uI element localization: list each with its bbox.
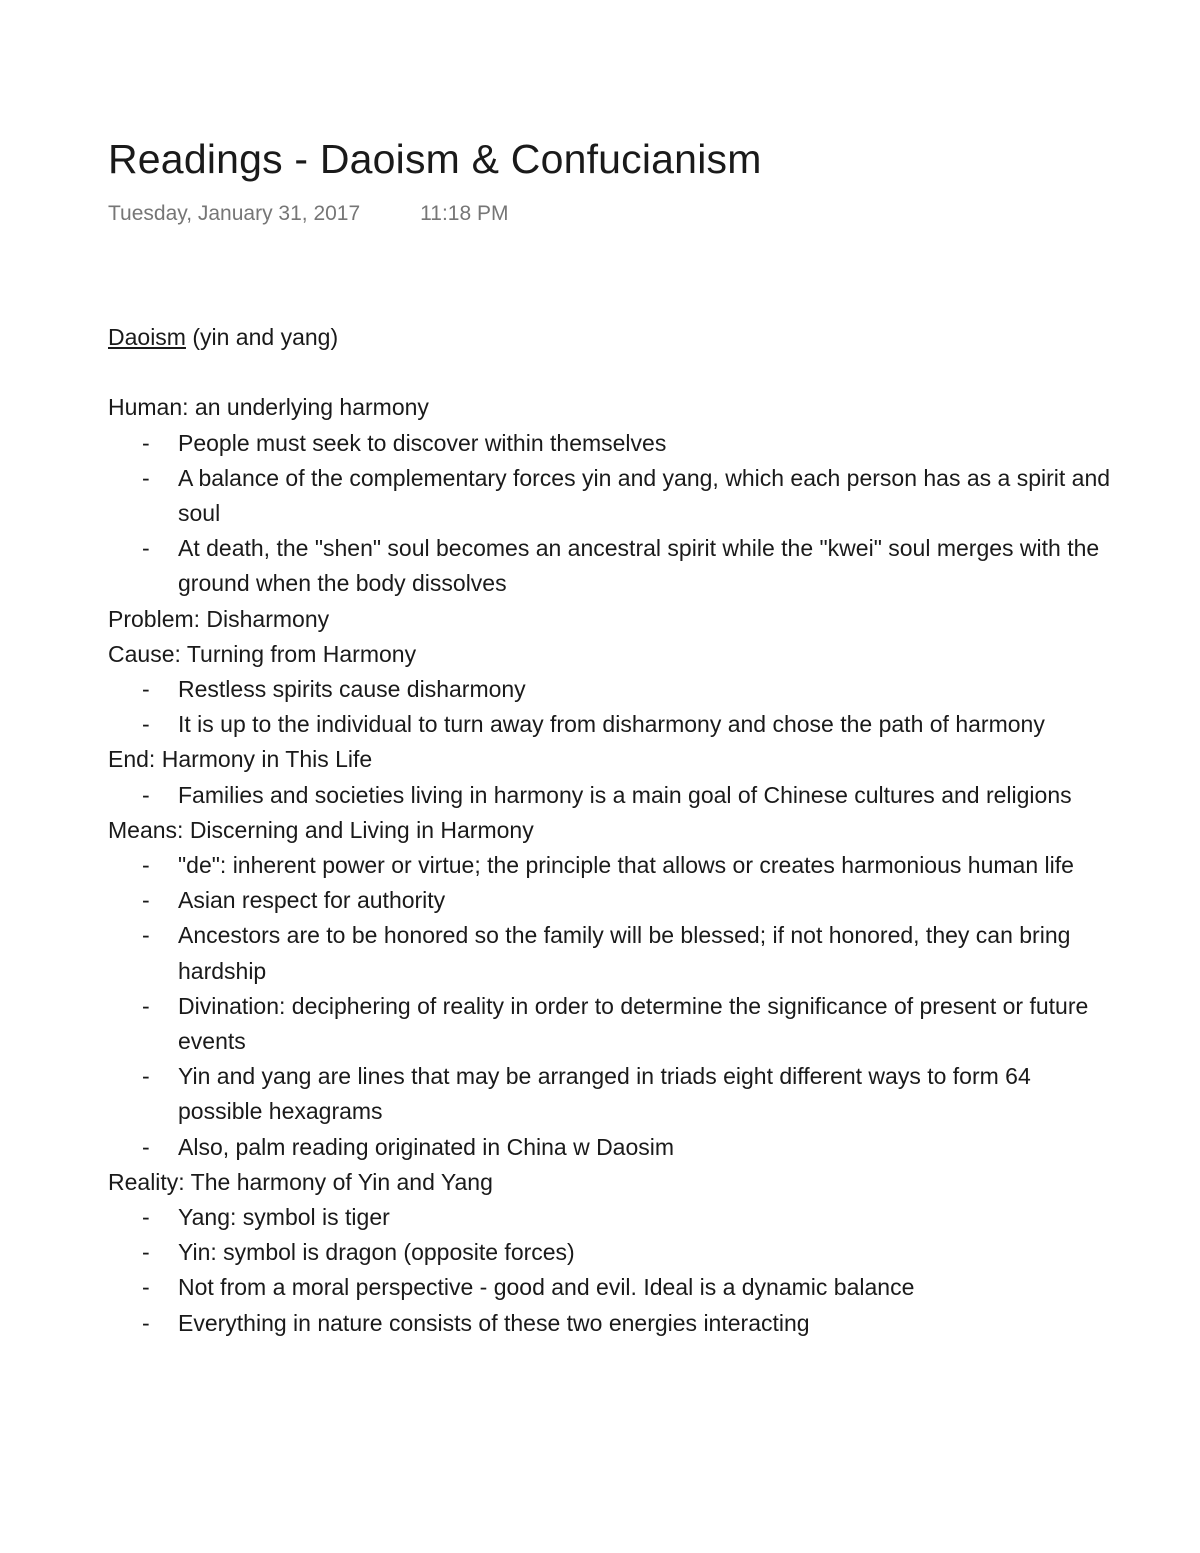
bullet-text: Everything in nature consists of these two energies interacting	[178, 1309, 810, 1336]
outline-label: Problem: Disharmony	[108, 605, 330, 632]
bullet-text: Restless spirits cause disharmony	[178, 676, 526, 703]
outline-blocks	[108, 390, 1111, 1340]
note-page	[108, 132, 1111, 1341]
bullet-dash: -	[142, 1133, 150, 1160]
bullet-item	[108, 1306, 1118, 1341]
bullet-text: Divination: deciphering of reality in order to determine the significance of present or future events	[178, 992, 1089, 1055]
bullet-list	[108, 1200, 1108, 1341]
bullet-text: Ancestors are to be honored so the family will be blessed; if not honored, they can bring hardship	[178, 922, 1071, 984]
outline-label: Reality: The harmony of Yin and Yang	[108, 1168, 493, 1195]
bullet-text: Yin and yang are lines that may be arranged in triads eight different ways to form 64 possible hexagrams	[178, 1063, 1031, 1125]
note-time: 11:18 PM	[420, 202, 509, 225]
section-heading	[108, 320, 1108, 355]
bullet-item	[108, 778, 1118, 813]
bullet-item	[108, 1200, 1118, 1235]
outline-label: End: Harmony in This Life	[108, 746, 373, 773]
bullet-dash: -	[142, 781, 150, 808]
bullet-text: Families and societies living in harmony is a main goal of Chinese cultures and religions	[178, 781, 1072, 808]
bullet-dash: -	[142, 464, 150, 491]
bullet-list	[108, 426, 1111, 602]
bullet-item	[108, 461, 1118, 531]
bullet-text: At death, the "shen" soul becomes an ancestral spirit while the "kwei" soul merges with the ground when the body dissolves	[178, 535, 1100, 597]
bullet-item	[108, 883, 1118, 918]
bullet-text: A balance of the complementary forces yin and yang, which each person has as a spirit and soul	[178, 464, 1111, 526]
bullet-text: Also, palm reading originated in China w Daosim	[178, 1133, 675, 1160]
bullet-item	[108, 426, 1118, 461]
bullet-item	[108, 1235, 1118, 1270]
bullet-dash: -	[142, 1274, 150, 1301]
bullet-dash: -	[142, 922, 150, 949]
bullet-text: People must seek to discover within themselves	[178, 429, 667, 456]
outline-label: Means: Discerning and Living in Harmony	[108, 816, 534, 843]
bullet-dash: -	[142, 887, 150, 914]
bullet-dash: -	[142, 1309, 150, 1336]
bullet-list	[108, 672, 1108, 742]
bullet-dash: -	[142, 852, 150, 879]
bullet-dash: -	[142, 1239, 150, 1266]
note-timestamp	[108, 200, 1108, 228]
bullet-dash: -	[142, 1204, 150, 1231]
bullet-dash: -	[142, 429, 150, 456]
page-title: Readings - Daoism & Confucianism	[108, 136, 762, 182]
bullet-list	[108, 848, 1108, 1165]
section-heading-underlined: Daoism	[108, 324, 186, 350]
bullet-text: Yang: symbol is tiger	[178, 1204, 390, 1231]
blank-line	[108, 355, 1108, 390]
bullet-item	[108, 707, 1118, 742]
bullet-item	[108, 989, 1118, 1059]
outline-label: Human: an underlying harmony	[108, 394, 429, 421]
bullet-dash: -	[142, 535, 150, 562]
section-heading-rest: (yin and yang)	[185, 324, 339, 350]
bullet-dash: -	[142, 992, 150, 1019]
outline-label: Cause: Turning from Harmony	[108, 640, 417, 667]
bullet-item	[108, 918, 1118, 988]
note-date: Tuesday, January 31, 2017	[108, 202, 361, 225]
bullet-text: Asian respect for authority	[178, 887, 446, 914]
bullet-text: "de": inherent power or virtue; the principle that allows or creates harmonious human life	[178, 852, 1074, 879]
bullet-item	[108, 672, 1118, 707]
bullet-dash: -	[142, 1063, 150, 1090]
bullet-item	[108, 848, 1118, 883]
bullet-dash: -	[142, 676, 150, 703]
bullet-item	[108, 531, 1118, 601]
note-body	[108, 320, 1111, 1341]
bullet-dash: -	[142, 711, 150, 738]
bullet-item	[108, 1059, 1118, 1129]
bullet-list	[108, 778, 1108, 813]
bullet-text: Not from a moral perspective - good and evil. Ideal is a dynamic balance	[178, 1274, 915, 1301]
bullet-item	[108, 1270, 1118, 1305]
bullet-item	[108, 1130, 1118, 1165]
bullet-text: It is up to the individual to turn away from disharmony and chose the path of harmony	[178, 711, 1045, 738]
bullet-text: Yin: symbol is dragon (opposite forces)	[178, 1239, 575, 1266]
